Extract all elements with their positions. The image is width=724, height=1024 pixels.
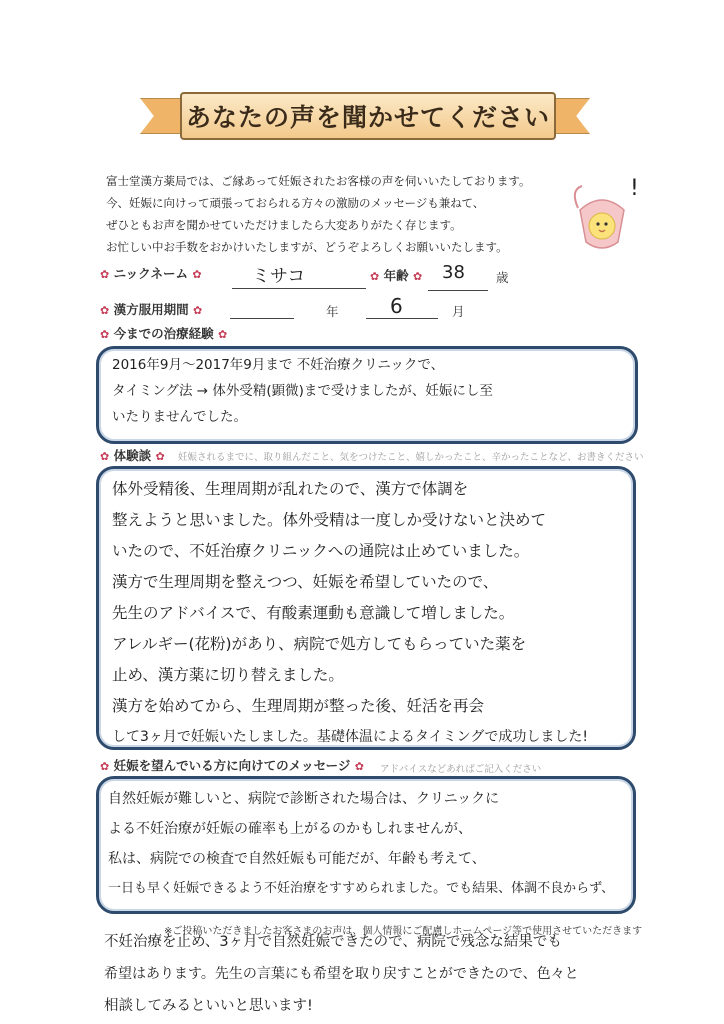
message-label (100, 756, 364, 774)
nickname-underline (232, 288, 366, 289)
period-month-unit: 月 (452, 304, 465, 319)
handwritten-line: 整えようと思いました。体外受精は一度しか受けないと決めて (112, 511, 547, 529)
handwritten-line: 希望はあります。先生の言葉にも希望を取り戻すことができたので、色々と (104, 966, 579, 982)
handwritten-line: いたので、不妊治療クリニックへの通院は止めていました。 (112, 542, 530, 560)
handwritten-line: 漢方を始めてから、生理周期が整った後、妊活を再会 (112, 697, 485, 715)
flower-icon: ✿ (192, 304, 203, 317)
handwritten-line: よる不妊治療が妊娠の確率も上がるのかもしれませんが、 (108, 821, 472, 837)
period-label-text: 漢方服用期間 (113, 302, 189, 317)
flower-icon: ✿ (100, 450, 110, 463)
intro-line: お忙しい中お手数をおかけいたしますが、どうぞよろしくお願いいたします。 (106, 240, 508, 254)
handwritten-line: 私は、病院での検査で自然妊娠も可能だが、年齢も考えて、 (108, 851, 486, 867)
exclamation-mark-icon: ! (630, 176, 639, 201)
handwritten-line: 不妊治療を止め、3ヶ月で自然妊娠できたので、病院で残念な結果でも (104, 934, 562, 950)
handwritten-line: 自然妊娠が難しいと、病院で診断された場合は、クリニックに (108, 791, 500, 807)
handwritten-line: 漢方で生理周期を整えつつ、妊娠を希望していたので、 (112, 573, 499, 591)
period-year-unit: 年 (326, 304, 339, 319)
intro-line: ぜひともお声を聞かせていただけましたら大変ありがたく存じます。 (106, 218, 462, 232)
period-months-field[interactable]: 6 (390, 294, 403, 318)
handwritten-line: して3ヶ月で妊娠いたしました。基礎体温によるタイミングで成功しました! (112, 729, 588, 745)
age-label (370, 266, 422, 284)
page-title: あなたの声を聞かせてください (180, 92, 556, 140)
handwritten-line: 体外受精後、生理周期が乱れたので、漢方で体調を (112, 480, 469, 498)
flower-icon: ✿ (354, 760, 364, 773)
flower-icon: ✿ (100, 304, 110, 317)
age-field[interactable]: 38 (442, 262, 465, 283)
treatment-text (112, 352, 493, 430)
message-text (108, 784, 614, 904)
handwritten-line: いたりませんでした。 (112, 409, 247, 425)
treatment-label-text: 今までの治療経験 (113, 326, 214, 341)
handwritten-line: 2016年9月～2017年9月まで 不妊治療クリニックで、 (112, 357, 445, 373)
intro-line: 今、妊娠に向けって頑張っておられる方々の激励のメッセージも兼ねて、 (106, 196, 485, 210)
message-continued-text (104, 926, 579, 1022)
nickname-field[interactable]: ミサコ (252, 266, 306, 287)
message-label-text: 妊娠を望んでいる方に向けてのメッセージ (113, 758, 351, 773)
privacy-notice: ※ご投稿いただきましたお客さまのお声は、個人情報にご配慮しホームページ等で使用させていただきます (164, 926, 643, 937)
flower-icon: ✿ (217, 328, 228, 341)
handwritten-line: 相談してみるといいと思います! (104, 998, 313, 1014)
handwritten-line: タイミング法 → 体外受精(顕微)まで受けましたが、妊娠にし至 (112, 383, 493, 399)
flower-icon: ✿ (100, 760, 110, 773)
handwritten-line: 先生のアドバイスで、有酸素運動も意識して増しました。 (112, 604, 515, 622)
flower-icon: ✿ (155, 450, 165, 463)
nickname-label-text: ニックネーム (113, 266, 188, 281)
flower-icon: ✿ (100, 328, 110, 341)
handwritten-line: 一日も早く妊娠できるよう不妊治療をすすめられました。でも結果、体調不良からず、 (108, 881, 615, 896)
age-underline (428, 290, 488, 291)
age-label-text: 年齢 (383, 268, 409, 283)
flower-icon: ✿ (100, 268, 110, 281)
period-label (100, 300, 202, 318)
age-unit: 歳 (496, 270, 509, 285)
experience-text (112, 474, 588, 753)
intro-line: 富士堂漢方薬局では、ご縁あって妊娠されたお客様の声を伺いいたしております。 (106, 174, 531, 188)
flower-icon: ✿ (370, 270, 380, 283)
flower-icon: ✿ (192, 268, 202, 281)
intro-text (106, 170, 626, 258)
handwritten-line: 止め、漢方薬に切り替えました。 (112, 666, 344, 684)
period-years-underline (230, 318, 294, 319)
nickname-label (100, 264, 202, 282)
treatment-label (100, 324, 227, 342)
period-months-underline (366, 318, 438, 319)
handwritten-line: アレルギー(花粉)があり、病院で処方してもらっていた薬を (112, 635, 527, 653)
flower-icon: ✿ (412, 270, 423, 283)
experience-label (100, 446, 165, 464)
message-hint: アドバイスなどあればご記入ください (380, 764, 542, 775)
experience-hint: 妊娠されるまでに、取り組んだこと、気をつけたこと、嬉しかったこと、辛かったことなど、お書きください (178, 452, 644, 463)
experience-label-text: 体験談 (113, 448, 152, 463)
